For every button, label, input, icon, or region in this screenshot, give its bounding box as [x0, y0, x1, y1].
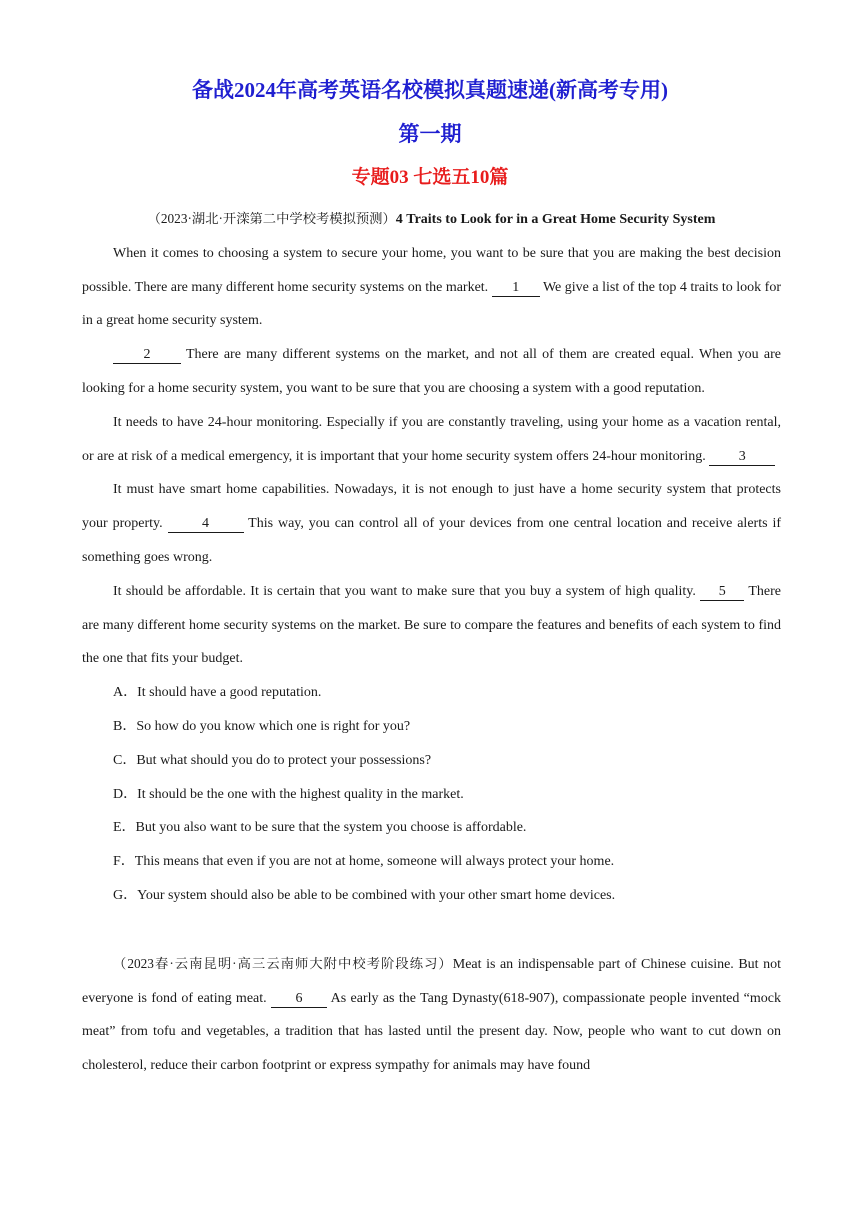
option-e: E．But you also want to be sure that the system you choose is affordable.: [113, 820, 527, 836]
passage1-source-line: [82, 202, 781, 237]
blank-5: 5: [700, 584, 744, 601]
paragraph-text: There are many different systems on the market, and not all of them are created equal. When you are looking for a home security system, you want to be sure that you are choosing a system with a good reputation.: [82, 347, 781, 396]
passage2-paragraph-1: [82, 947, 781, 1083]
passage1-paragraph-3: [82, 406, 781, 474]
passage1-title: 4 Traits to Look for in a Great Home Security System: [395, 212, 716, 227]
option-f: F．This means that even if you are not at home, someone will always protect your home.: [113, 854, 615, 870]
topic-heading: 专题03 七选五10篇: [351, 167, 509, 188]
blank-1: 1: [492, 280, 540, 297]
paragraph-text: Meat is an indispensable part of Chinese cuisine. But not everyone is fond of eating meat.: [82, 956, 781, 1006]
document-body: [82, 202, 781, 1083]
document-title: 备战2024年高考英语名校模拟真题速递(新高考专用): [192, 78, 668, 102]
passage1-source: （2023·湖北·开滦第二中学校考模拟预测）: [147, 211, 396, 226]
paragraph-text: It needs to have 24-hour monitoring. Especially if you are constantly traveling, using your home as a vacation rental, or are at risk of a medical emergency, it is important that your home security system offers 24-hour monitoring.: [82, 414, 781, 464]
option-c: C．But what should you do to protect your possessions?: [113, 752, 432, 768]
blank-4: 4: [168, 516, 244, 533]
option-g: G．Your system should also be able to be combined with your other smart home devices.: [113, 887, 616, 903]
blank-3: 3: [709, 449, 775, 466]
blank-6: 6: [271, 991, 327, 1008]
paragraph-text: It must have smart home capabilities. Nowadays, it is not enough to just have a home security system that protects your property.: [82, 482, 781, 532]
passage1-paragraph-1: [82, 237, 781, 338]
option-a: A．It should have a good reputation.: [113, 685, 322, 701]
option-b: B．So how do you know which one is right for you?: [113, 718, 411, 734]
passage1-paragraph-2: [82, 338, 781, 406]
passage1-paragraph-4: [82, 473, 781, 574]
paragraph-text: This way, you can control all of your devices from one central location and receive alerts if something goes wrong.: [82, 516, 781, 565]
paragraph-text: When it comes to choosing a system to secure your home, you want to be sure that you are making the best decision possible. There are many different home security systems on the market.: [82, 245, 781, 295]
option-d: D．It should be the one with the highest quality in the market.: [113, 786, 464, 802]
paragraph-text: There are many different home security systems on the market. Be sure to compare the features and benefits of each system to find the one that fits your budget.: [82, 583, 781, 667]
blank-2: 2: [113, 347, 181, 364]
passage2-source: （2023春·云南昆明·高三云南师大附中校考阶段练习）: [113, 955, 453, 971]
issue-label: 第一期: [398, 122, 462, 146]
paragraph-text: As early as the Tang Dynasty(618-907), compassionate people invented “mock meat” from tofu and vegetables, a tradition that has lasted until the present day. Now, people who want to cut down on cholesterol, reduce their carbon footprint or express sympathy for animals may have found: [82, 990, 781, 1074]
passage1-paragraph-5: [82, 575, 781, 676]
paragraph-text: It should be affordable. It is certain that you want to make sure that you buy a system of high quality.: [113, 583, 701, 599]
paragraph-text: We give a list of the top 4 traits to look for in a great home security system.: [82, 279, 781, 329]
passage-separator: [82, 913, 781, 947]
